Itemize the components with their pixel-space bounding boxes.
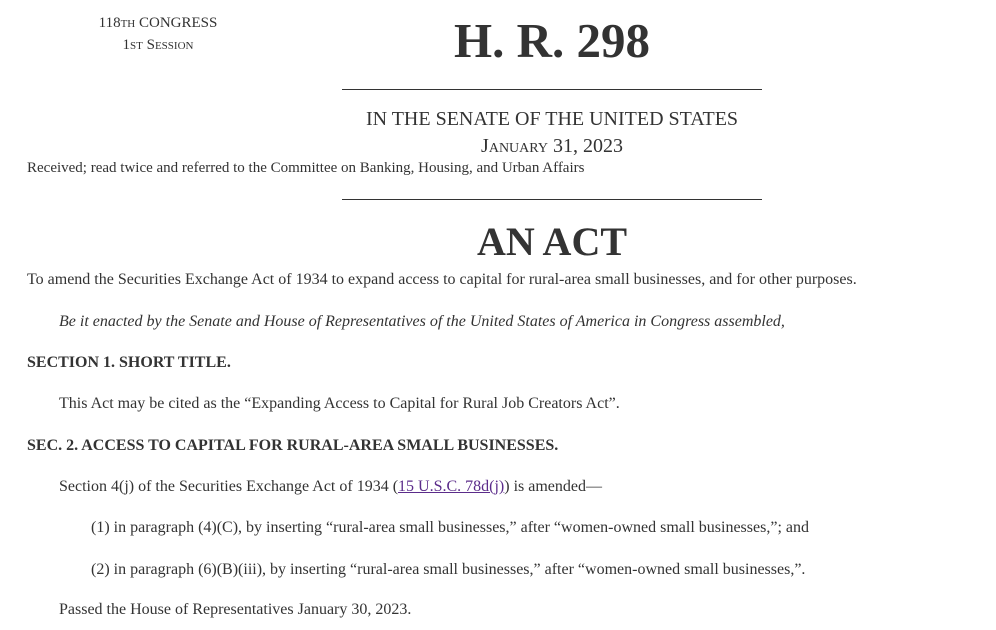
section-2-body-after: ) is amended— xyxy=(504,478,602,495)
amendment-item-1: (1) in paragraph (4)(C), by inserting “rural-area small businesses,” after “women-owned small businesses,”; and xyxy=(91,519,809,536)
section-2-header: SEC. 2. ACCESS TO CAPITAL FOR RURAL-AREA SMALL BUSINESSES. xyxy=(27,437,559,454)
amendment-item-2: (2) in paragraph (6)(B)(iii), by inserting “rural-area small businesses,” after “women-owned small businesses,”. xyxy=(91,561,806,578)
bill-number: H. R. 298 xyxy=(454,13,650,68)
bottom-divider xyxy=(342,199,762,200)
congress-number: 118 xyxy=(98,15,121,31)
section-2-body-before: Section 4(j) of the Securities Exchange Act of 1934 ( xyxy=(59,478,399,495)
chamber-heading: IN THE SENATE OF THE UNITED STATES xyxy=(365,108,739,130)
section-1-header: SECTION 1. SHORT TITLE. xyxy=(27,354,231,371)
act-title: AN ACT xyxy=(476,219,628,264)
top-divider xyxy=(342,89,762,90)
congress-session-block xyxy=(88,12,228,56)
session-label xyxy=(88,34,228,56)
congress-label xyxy=(88,12,228,34)
purpose-text: To amend the Securities Exchange Act of 1934 to expand access to capital for rural-area small businesses, and for other purposes. xyxy=(27,271,857,288)
section-2-body xyxy=(59,477,602,497)
enacting-clause: Be it enacted by the Senate and House of Representatives of the United States of America in Congress assembled, xyxy=(59,313,785,330)
usc-citation-link[interactable]: 15 U.S.C. 78d(j) xyxy=(398,478,505,495)
action-date: January 31, 2023 xyxy=(481,135,623,157)
congress-suffix: th xyxy=(120,15,136,31)
session-suffix: st xyxy=(130,37,143,53)
referral-text: Received; read twice and referred to the Committee on Banking, Housing, and Urban Affairs xyxy=(27,160,585,176)
congress-word: CONGRESS xyxy=(135,15,218,31)
section-1-body: This Act may be cited as the “Expanding Access to Capital for Rural Job Creators Act”. xyxy=(59,395,620,412)
session-number: 1 xyxy=(122,37,131,53)
session-word: Session xyxy=(142,37,194,53)
passed-attestation: Passed the House of Representatives January 30, 2023. xyxy=(59,601,412,618)
